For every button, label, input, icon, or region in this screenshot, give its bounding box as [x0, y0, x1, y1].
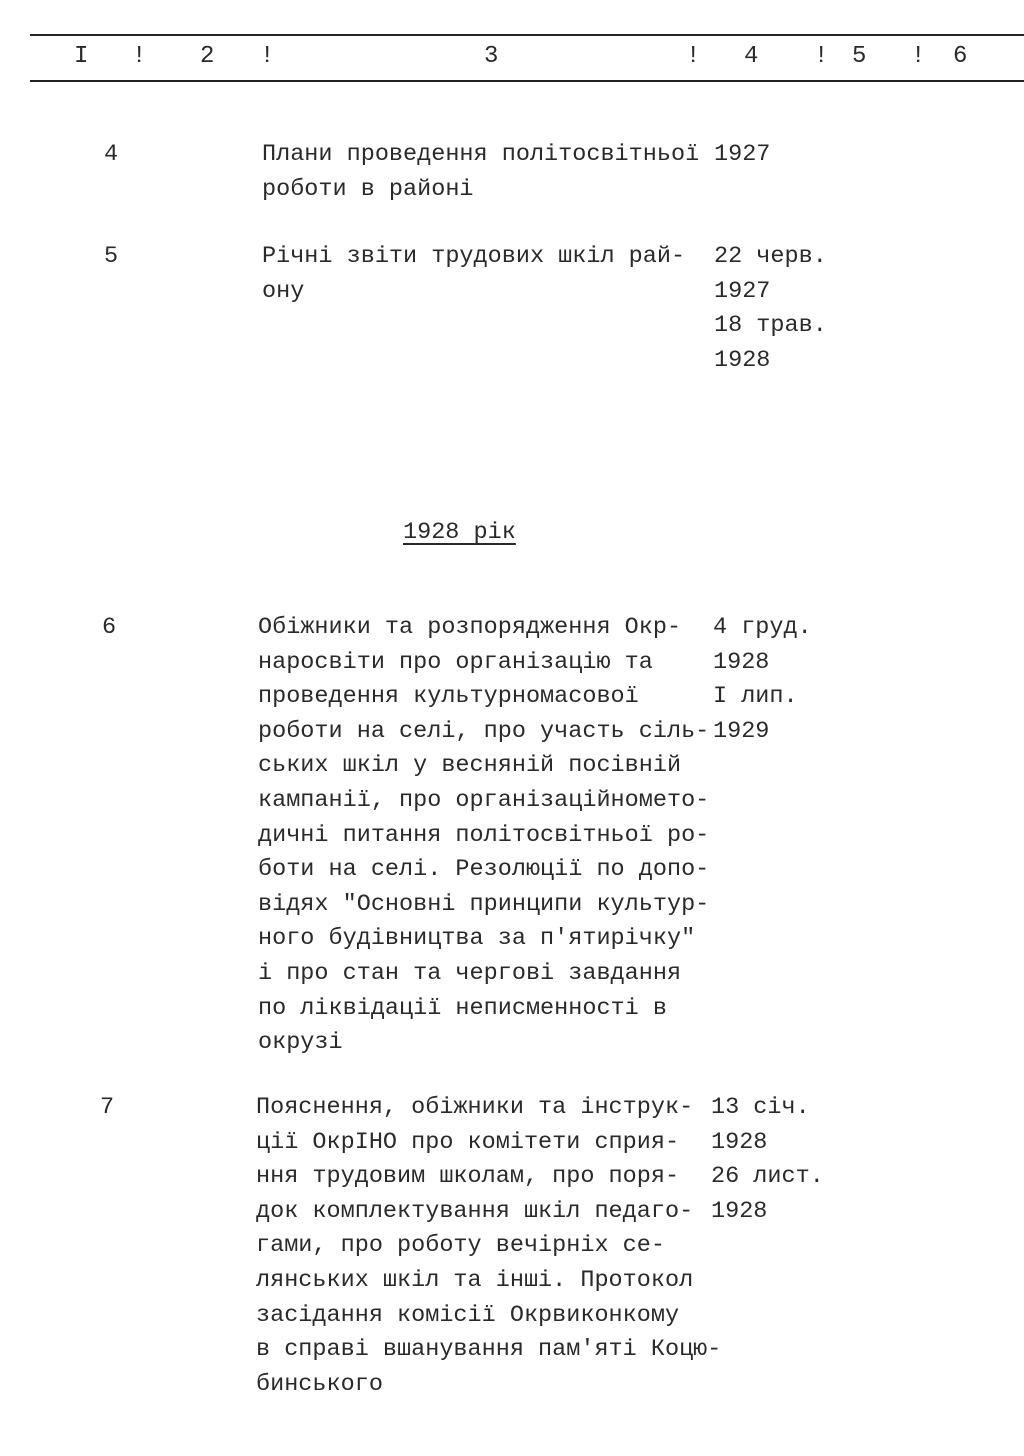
entry-date-line: 18 трав. [714, 312, 827, 340]
column-separator: ! [686, 43, 701, 70]
entry-description-line: гами, про роботу вечірніх се- [256, 1232, 665, 1260]
entry-date-line: 1927 [714, 277, 771, 305]
column-separator: ! [132, 43, 147, 70]
entry-date-line: I лип. [713, 683, 798, 711]
column-separator: ! [260, 43, 275, 70]
header-bottom-rule [30, 80, 1024, 82]
column-separator: ! [911, 43, 926, 70]
entry-description-line: і про стан та чергові завдання [258, 960, 682, 987]
entry-description-line: проведення культурномасової [258, 683, 639, 711]
entry-description-line: наросвіти про організацію та [258, 648, 653, 676]
entry-description-line: роботи в районі [262, 175, 474, 203]
column-header-2: 2 [200, 43, 215, 70]
entry-description-line: дичні питання політосвітньої ро- [258, 821, 710, 849]
column-header-3: 3 [484, 43, 499, 70]
entry-description-line: в справі вшанування пам'яті Коцю- [256, 1336, 722, 1364]
entry-date-line: 1928 [713, 648, 770, 676]
column-header-5: 5 [852, 43, 867, 70]
entry-date-line: 26 лист. [711, 1163, 824, 1191]
section-heading: 1928 рік [403, 519, 516, 546]
column-header-6: 6 [953, 43, 968, 70]
entry-description-line: лянських шкіл та інші. Протокол [256, 1267, 694, 1294]
entry-date-line: 13 січ. [711, 1094, 810, 1121]
entry-description-line: Пояснення, обіжники та інструк- [256, 1094, 694, 1121]
entry-number: 7 [100, 1094, 115, 1121]
entry-description-line: ння трудовим школам, про поря- [256, 1163, 680, 1191]
entry-description-line: кампанії, про організаційнометo- [258, 787, 710, 814]
entry-description-line: Плани проведення політосвітньої [262, 141, 700, 168]
entry-date-line: 1928 [711, 1197, 768, 1225]
entry-description-line: засідання комісії Окрвиконкому [256, 1301, 680, 1329]
entry-date-line: 4 груд. [713, 614, 812, 641]
entry-date-line: 22 черв. [714, 243, 827, 270]
entry-description-line: боти на селі. Резолюції по допо- [258, 856, 710, 884]
column-separator: ! [814, 43, 829, 70]
entry-date-line: 1929 [713, 717, 770, 745]
column-header-1: I [74, 43, 89, 70]
header-top-rule [30, 34, 1024, 36]
column-header-4: 4 [744, 43, 759, 70]
entry-date-line: 1928 [714, 346, 771, 374]
entry-description-line: док комплектування шкіл педаго- [256, 1197, 694, 1225]
entry-description-line: ських шкіл у весняній посівній [258, 752, 682, 780]
entry-description-line: Обіжники та розпорядження Окр- [258, 614, 682, 641]
entry-description-line: ону [262, 277, 305, 305]
entry-description-line: ного будівництва за п'ятирічку" [258, 925, 696, 953]
entry-number: 6 [102, 614, 117, 641]
entry-description-line: роботи на селі, про участь сіль- [258, 717, 710, 745]
entry-number: 5 [104, 243, 119, 270]
entry-number: 4 [104, 141, 119, 168]
entry-description-line: окрузі [258, 1029, 343, 1057]
entry-date-line: 1928 [711, 1128, 768, 1156]
entry-description-line: бинського [256, 1370, 383, 1398]
entry-description-line: по ліквідації неписменності в [258, 994, 667, 1022]
entry-description-line: ції ОкрІНО про комітети сприя- [256, 1128, 680, 1156]
entry-date-line: 1927 [714, 141, 771, 168]
entry-description-line: Річні звіти трудових шкіл рай- [262, 243, 686, 270]
entry-description-line: відях "Основні принципи культур- [258, 890, 710, 918]
